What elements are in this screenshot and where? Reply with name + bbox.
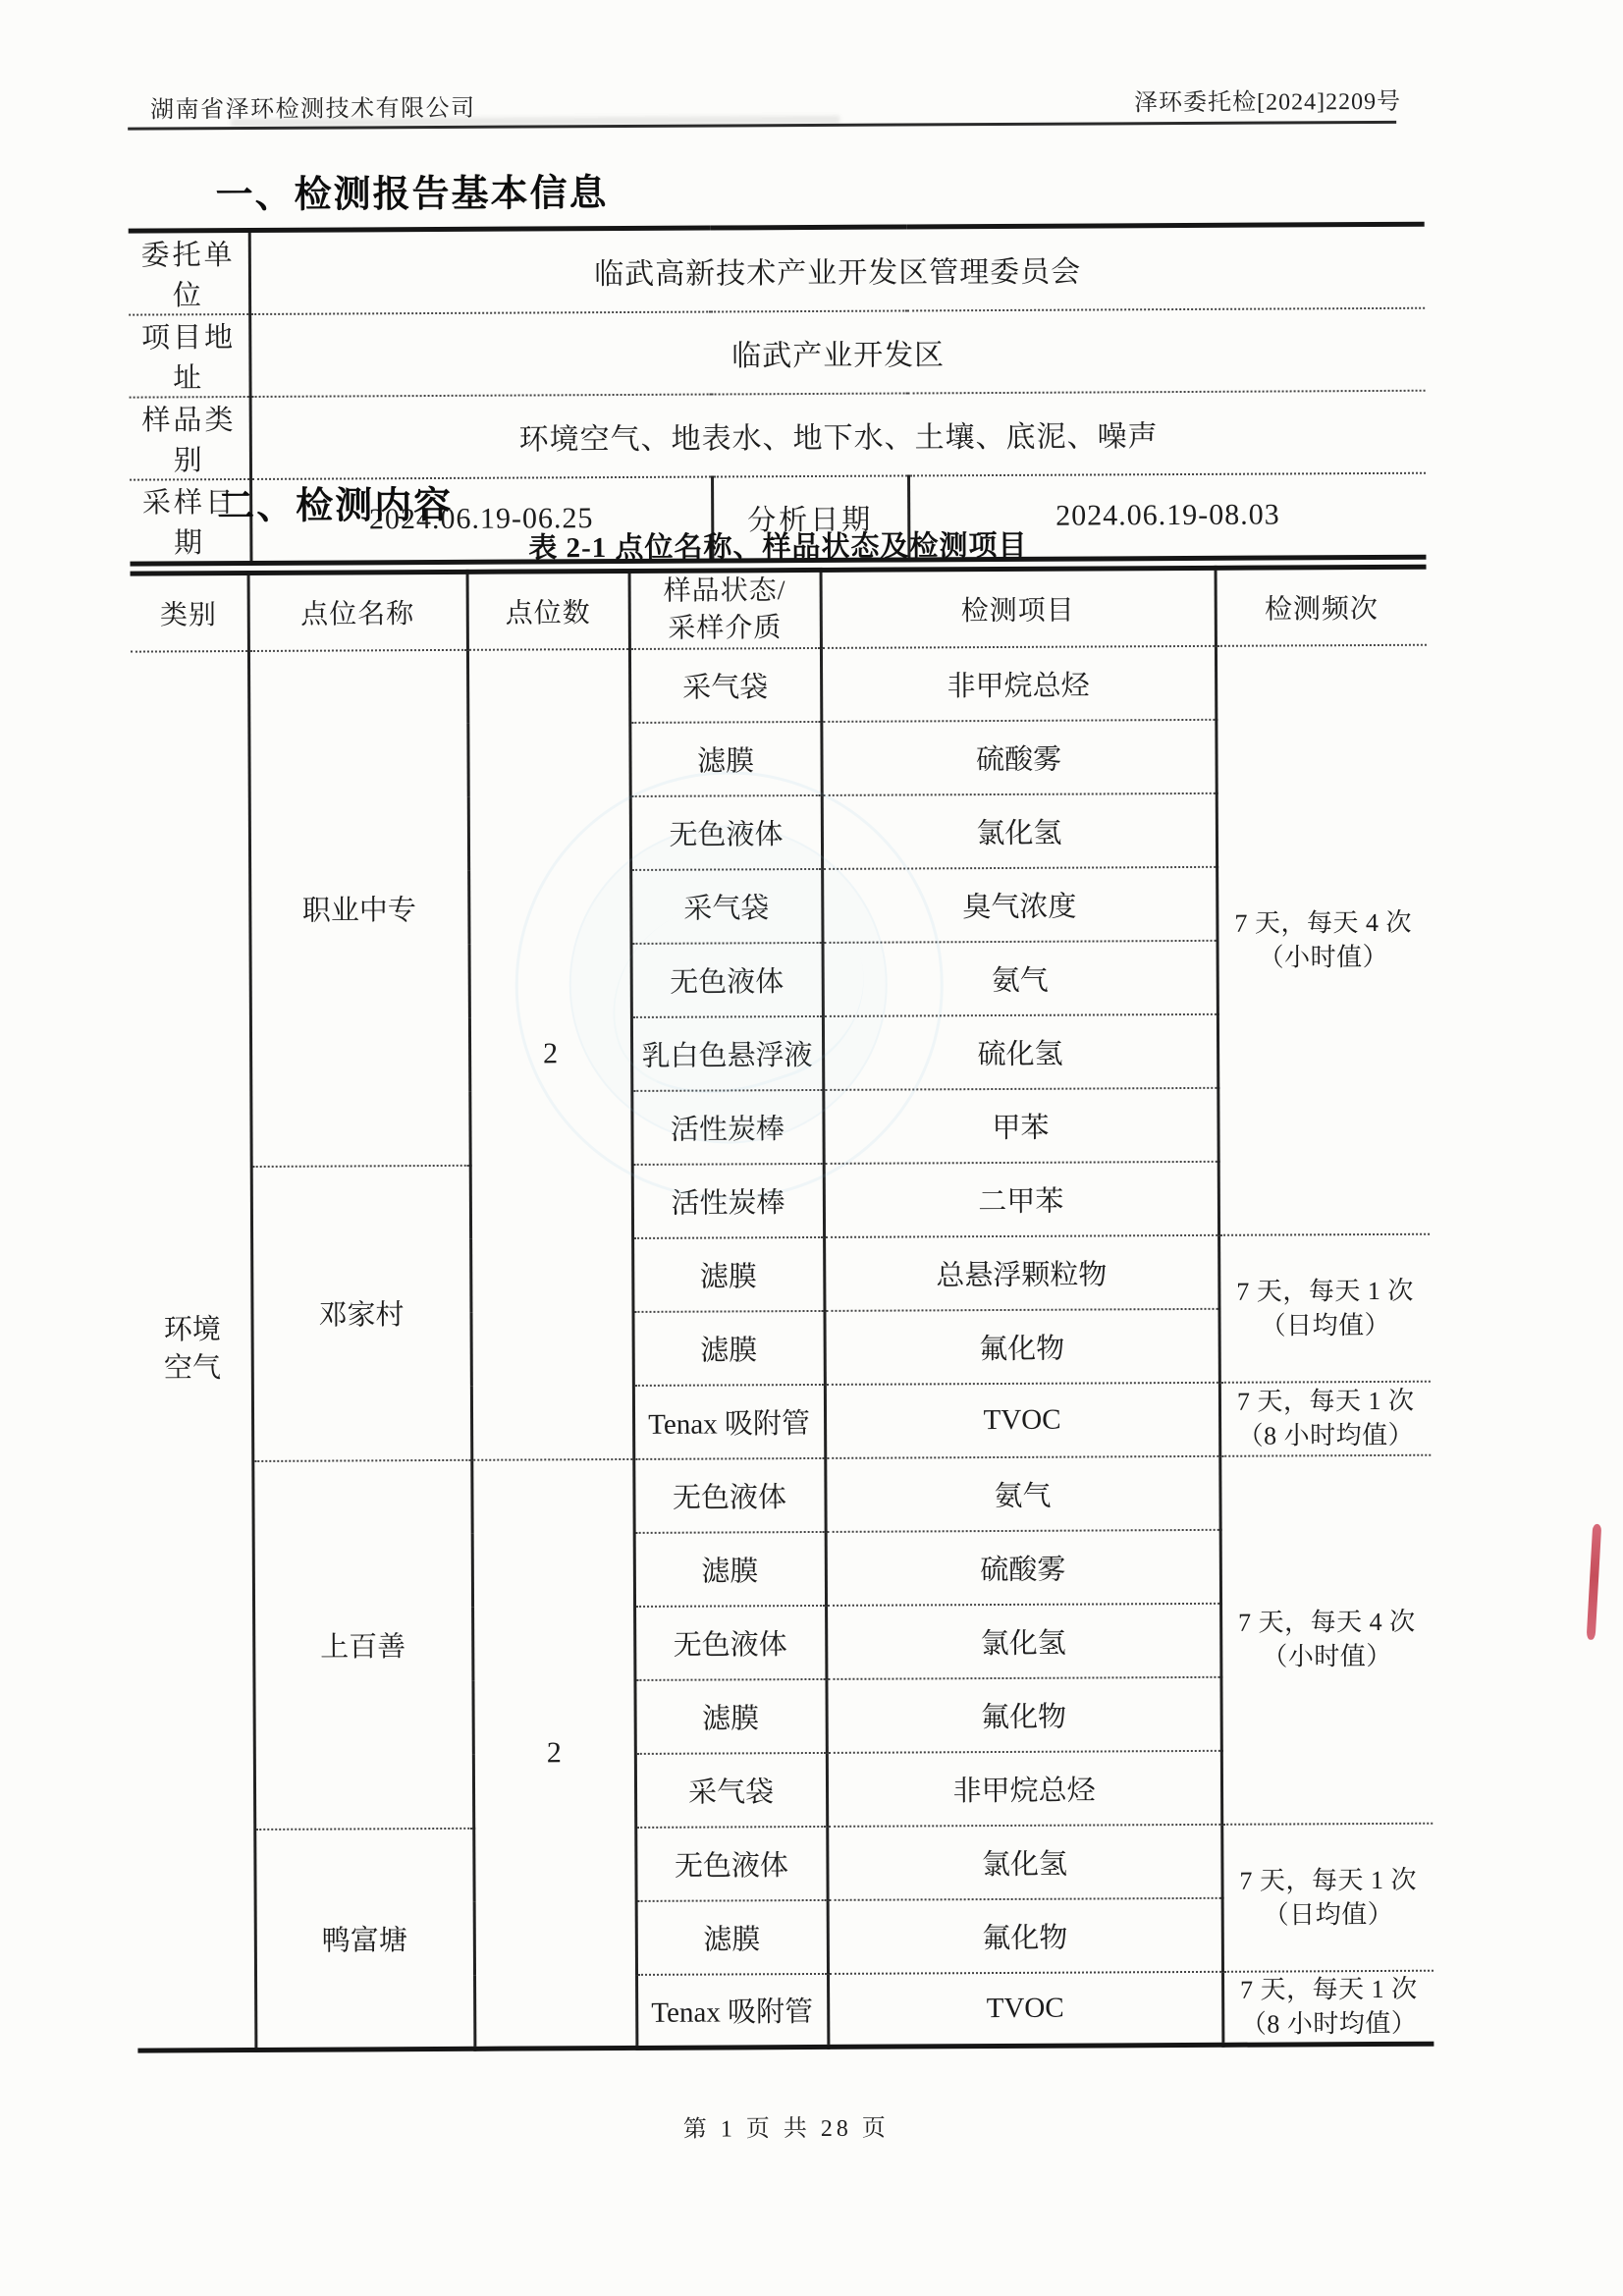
frequency-line2: （日均值） xyxy=(1263,1899,1394,1930)
table-header-row xyxy=(131,567,1427,651)
sample-medium-cell: 无色液体 xyxy=(630,795,822,870)
frequency-cell xyxy=(1219,1454,1433,1824)
frequency-line2: （8 小时均值） xyxy=(1237,1420,1415,1450)
count-cell: 2 xyxy=(467,649,633,1460)
sample-medium-cell: 滤膜 xyxy=(632,1237,824,1312)
frequency-line1: 7 天，每天 1 次 xyxy=(1240,1975,1418,2004)
test-item-cell: 硫酸雾 xyxy=(826,1529,1220,1605)
company-name: 湖南省泽环检测技术有限公司 xyxy=(150,95,476,124)
test-item-cell: 甲苯 xyxy=(823,1087,1217,1163)
sample-medium-cell: 滤膜 xyxy=(634,1679,826,1754)
frequency-line2: （小时值） xyxy=(1262,1642,1392,1671)
frequency-line1: 7 天，每天 1 次 xyxy=(1236,1276,1414,1306)
address-label-cell: 项目地址 xyxy=(129,314,249,398)
frequency-cell xyxy=(1216,644,1430,1234)
header-count: 点位数 xyxy=(467,571,629,649)
frequency-cell xyxy=(1218,1233,1431,1382)
site-cell: 邓家村 xyxy=(251,1165,472,1460)
test-item-cell: 氟化物 xyxy=(828,1897,1222,1973)
test-item-cell: 总悬浮颗粒物 xyxy=(824,1234,1218,1310)
sample-medium-cell: 无色液体 xyxy=(633,1458,825,1533)
sample-medium-cell: 活性炭棒 xyxy=(632,1164,824,1238)
header-frequency: 检测频次 xyxy=(1216,567,1427,645)
sample-type-value-cell: 环境空气、地表水、地下水、土壤、底泥、噪声 xyxy=(250,391,1426,479)
section1-title: 一、检测报告基本信息 xyxy=(215,173,609,217)
sample-medium-cell: 滤膜 xyxy=(636,1900,828,1975)
sampling-date-label-cell: 采样日期 xyxy=(130,479,250,564)
test-item-cell: 氟化物 xyxy=(826,1676,1220,1752)
frequency-line2: （8 小时均值） xyxy=(1240,2009,1418,2040)
address-value-cell: 临武产业开发区 xyxy=(249,308,1425,397)
test-item-cell: 二甲苯 xyxy=(824,1161,1218,1236)
sample-type-label-cell: 样品类别 xyxy=(130,397,250,480)
test-item-cell: 氯化氢 xyxy=(822,793,1217,868)
test-item-cell: 氨气 xyxy=(825,1455,1219,1531)
client-value-cell: 临武高新技术产业开发区管理委员会 xyxy=(249,224,1425,314)
count-cell: 2 xyxy=(471,1459,636,2050)
red-edge-mark xyxy=(1587,1524,1602,1640)
frequency-line2: （日均值） xyxy=(1260,1310,1391,1340)
sample-medium-cell: 滤膜 xyxy=(634,1532,826,1607)
frequency-line1: 7 天，每天 1 次 xyxy=(1239,1865,1418,1895)
frequency-line2: （小时值） xyxy=(1258,942,1389,972)
category-line2: 空气 xyxy=(163,1352,222,1385)
sample-medium-cell: 乳白色悬浮液 xyxy=(631,1016,823,1091)
test-item-cell: TVOC xyxy=(828,1971,1222,2047)
analysis-date-value-cell: 2024.06.19-08.03 xyxy=(908,473,1426,560)
page-number: 第 1 页 共 28 页 xyxy=(682,2115,890,2143)
sampling-date-value-cell: 2024.06.19-06.25 xyxy=(250,477,712,564)
table-row xyxy=(131,644,1427,725)
category-cell xyxy=(131,651,255,2051)
report-number: 泽环委托检[2024]2209号 xyxy=(1133,88,1402,117)
header-site: 点位名称 xyxy=(248,572,467,650)
frequency-line1: 7 天，每天 4 次 xyxy=(1238,1607,1416,1637)
sample-medium-cell: 滤膜 xyxy=(632,1311,824,1386)
frequency-cell xyxy=(1222,1970,1434,2045)
header-sample-state xyxy=(629,570,821,648)
sample-medium-cell: 无色液体 xyxy=(635,1827,827,1901)
category-line1: 环境 xyxy=(163,1314,221,1346)
test-item-cell: 非甲烷总烃 xyxy=(827,1750,1221,1826)
sample-medium-cell: Tenax 吸附管 xyxy=(633,1385,825,1459)
sample-medium-cell: 采气袋 xyxy=(630,869,822,944)
frequency-line1: 7 天，每天 4 次 xyxy=(1234,907,1412,938)
table-row xyxy=(135,1454,1431,1535)
monitoring-table xyxy=(131,565,1434,2053)
sample-medium-cell: 采气袋 xyxy=(635,1753,827,1828)
analysis-date-label-cell: 分析日期 xyxy=(712,475,908,561)
test-item-cell: 氟化物 xyxy=(824,1308,1218,1384)
test-item-cell: TVOC xyxy=(825,1382,1219,1457)
header-category: 类别 xyxy=(131,573,248,651)
client-label-cell: 委托单位 xyxy=(140,240,236,312)
test-item-cell: 臭气浓度 xyxy=(822,866,1217,942)
test-item-cell: 氨气 xyxy=(823,940,1217,1015)
header-item: 检测项目 xyxy=(821,568,1216,647)
test-item-cell: 氯化氢 xyxy=(827,1824,1221,1899)
sample-medium-cell: 滤膜 xyxy=(629,722,821,796)
table-row xyxy=(129,308,1425,398)
table-2-1-caption: 表 2-1 点位名称、样品状态及检测项目 xyxy=(528,529,1028,565)
site-cell: 上百善 xyxy=(252,1459,473,1829)
table-row xyxy=(136,1823,1433,1903)
sample-medium-cell: 无色液体 xyxy=(634,1606,826,1680)
header-sample-state-line1: 样品状态/ xyxy=(663,575,786,607)
header-sample-state-line2: 采样介质 xyxy=(668,612,783,644)
test-item-cell: 非甲烷总烃 xyxy=(821,645,1216,721)
site-cell: 鸭富塘 xyxy=(254,1828,474,2050)
sample-medium-cell: 采气袋 xyxy=(629,648,821,723)
frequency-line1: 7 天，每天 1 次 xyxy=(1236,1386,1415,1416)
table-row xyxy=(129,224,1425,314)
frequency-cell xyxy=(1219,1381,1431,1455)
table-row xyxy=(130,391,1426,480)
section2-title: 二、检测内容 xyxy=(217,484,454,528)
test-item-cell: 硫化氢 xyxy=(823,1013,1217,1089)
sample-medium-cell: 无色液体 xyxy=(631,943,823,1017)
test-item-cell: 氯化氢 xyxy=(826,1603,1220,1678)
sample-medium-cell: Tenax 吸附管 xyxy=(636,1974,828,2049)
frequency-cell xyxy=(1221,1823,1434,1971)
site-cell: 职业中专 xyxy=(248,649,470,1166)
sample-medium-cell: 活性炭棒 xyxy=(631,1090,823,1165)
test-item-cell: 硫酸雾 xyxy=(821,719,1216,794)
